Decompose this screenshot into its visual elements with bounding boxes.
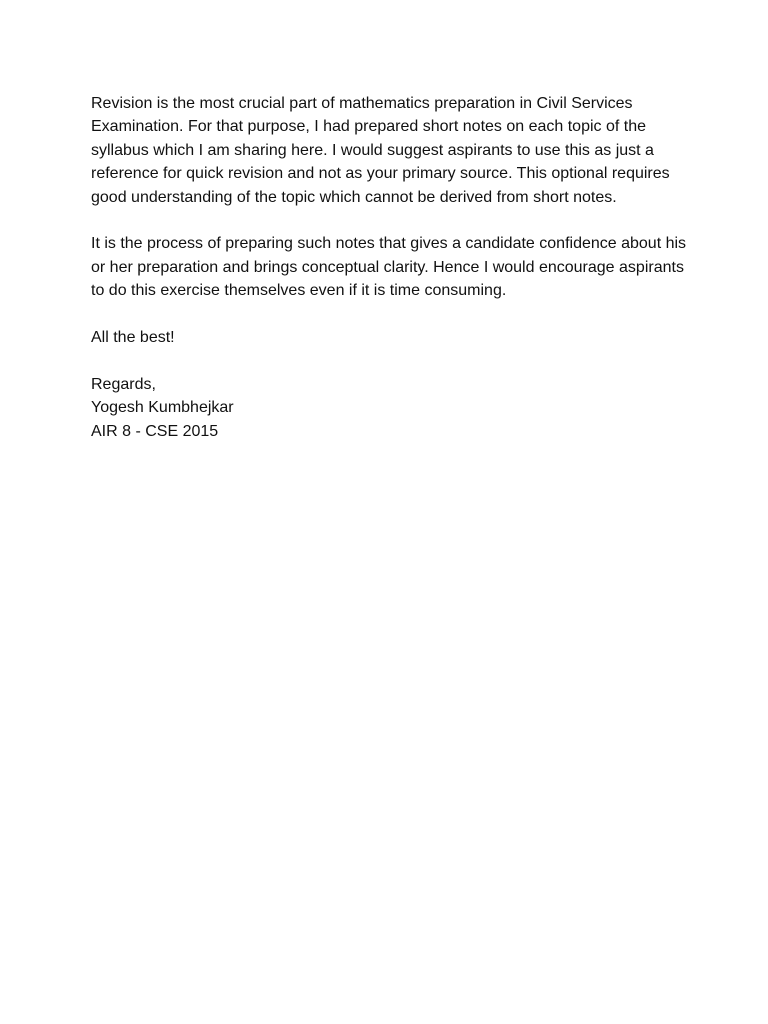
signature-name: Yogesh Kumbhejkar (91, 399, 234, 417)
intro-paragraph: Revision is the most crucial part of mathematics preparation in Civil Services Examination. For that purpose, I had prepared short notes on each topic of the syllabus which I am sharing here. I would suggest aspirants to use this as just a reference for quick revision and not as your primary source. This optional requires good understanding of the topic which cannot be derived from short notes. (91, 95, 670, 206)
wishes-line: All the best! (91, 329, 175, 347)
advice-paragraph: It is the process of preparing such notes that gives a candidate confidence about his or her preparation and brings conceptual clarity. Hence I would encourage aspirants to do this exercise themselves even if it is time consuming. (91, 235, 687, 300)
signature-block (91, 373, 691, 443)
signature-closing: Regards, (91, 375, 156, 393)
document-body (91, 92, 691, 443)
signature-rank: AIR 8 - CSE 2015 (91, 422, 219, 440)
